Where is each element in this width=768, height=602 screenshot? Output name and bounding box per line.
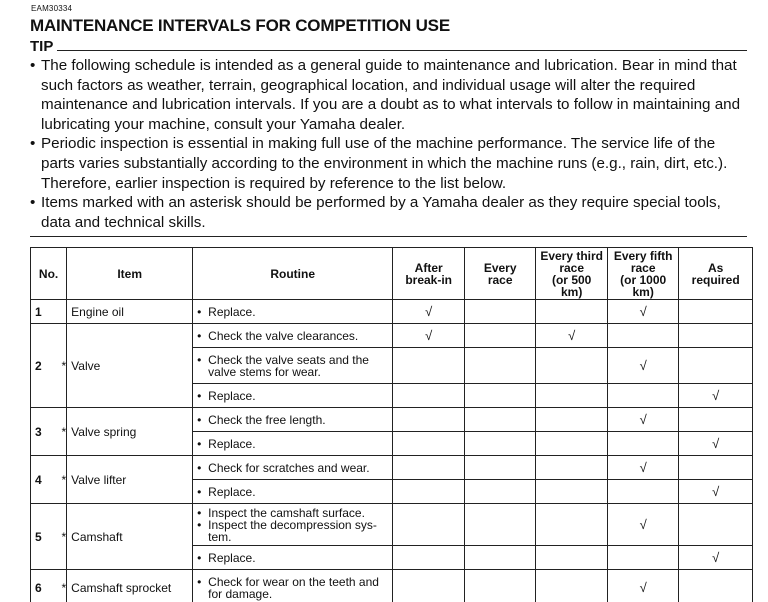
routine-text: • Replace. (197, 306, 388, 318)
col-header-no: No. (31, 248, 67, 300)
tip-bullet: • Items marked with an asterisk should be performed by a Yamaha dealer as they require special tools, data and technical skills. (30, 193, 750, 232)
asterisk-marker: * (62, 408, 67, 456)
routine-text: • Replace. (197, 486, 388, 498)
interval-cell-every-third-race (536, 432, 608, 456)
routine-cell (193, 504, 393, 546)
interval-cell-after-break-in (393, 348, 465, 384)
routine-text: • Replace. (197, 438, 388, 450)
table-row (31, 504, 753, 546)
interval-cell-every-third-race (536, 546, 608, 570)
routine-text: • Check the valve clearances. (197, 330, 388, 342)
interval-cell-as-required (679, 324, 753, 348)
table-row (31, 408, 753, 432)
item-name: Camshaft (67, 504, 193, 570)
interval-cell-after-break-in (393, 456, 465, 480)
routine-cell (193, 432, 393, 456)
check-mark-icon: √ (639, 358, 647, 373)
check-mark-icon: √ (639, 580, 647, 595)
tip-header (30, 38, 747, 58)
interval-cell-every-third-race (536, 480, 608, 504)
interval-cell-every-third-race (536, 324, 608, 348)
row-number: 2 (31, 324, 62, 408)
interval-cell-every-fifth-race (608, 570, 679, 602)
tip-bullet: • Periodic inspection is essential in making full use of the machine performance. The service life of the parts varies substantially according to the environment in which the machine runs (e.g., rain, dirt, etc.). Therefore, earlier inspection is required by reference to the list below. (30, 134, 750, 193)
item-name: Camshaft sprocket (67, 570, 193, 602)
check-mark-icon: √ (639, 412, 647, 427)
page-title: MAINTENANCE INTERVALS FOR COMPETITION USE (30, 16, 450, 35)
check-mark-icon: √ (639, 460, 647, 475)
interval-cell-as-required (679, 570, 753, 602)
check-mark-icon: √ (712, 388, 720, 403)
routine-text: • Check the free length. (197, 414, 388, 426)
col-header-every-fifth-race: Every fifth race (or 1000 km) (608, 248, 679, 300)
item-name: Engine oil (67, 300, 193, 324)
routine-cell (193, 546, 393, 570)
tip-divider (30, 50, 747, 51)
interval-cell-as-required (679, 546, 753, 570)
routine-cell (193, 384, 393, 408)
col-header-as-required: As required (679, 248, 753, 300)
interval-cell-after-break-in (393, 570, 465, 602)
check-mark-icon: √ (712, 550, 720, 565)
interval-cell-every-fifth-race (608, 432, 679, 456)
maintenance-table (30, 247, 753, 602)
interval-cell-every-race (465, 384, 536, 408)
interval-cell-every-fifth-race (608, 384, 679, 408)
interval-cell-after-break-in (393, 300, 465, 324)
interval-cell-every-third-race (536, 456, 608, 480)
interval-cell-every-third-race (536, 504, 608, 546)
routine-cell (193, 408, 393, 432)
check-mark-icon: √ (639, 304, 647, 319)
row-number: 3 (31, 408, 62, 456)
routine-cell (193, 570, 393, 602)
tip-list (30, 56, 750, 232)
interval-cell-every-fifth-race (608, 546, 679, 570)
interval-cell-every-race (465, 504, 536, 546)
interval-cell-as-required (679, 408, 753, 432)
interval-cell-every-third-race (536, 348, 608, 384)
interval-cell-every-fifth-race (608, 480, 679, 504)
row-number: 4 (31, 456, 62, 504)
interval-cell-every-third-race (536, 408, 608, 432)
interval-cell-as-required (679, 480, 753, 504)
interval-cell-as-required (679, 504, 753, 546)
routine-text: tem. (208, 529, 232, 544)
tip-bottom-divider (30, 236, 747, 237)
table-body (31, 300, 753, 602)
interval-cell-after-break-in (393, 324, 465, 348)
routine-text: • Replace. (197, 390, 388, 402)
check-mark-icon: √ (712, 436, 720, 451)
col-header-routine: Routine (193, 248, 393, 300)
interval-cell-every-fifth-race (608, 504, 679, 546)
routine-cell (193, 324, 393, 348)
table-row (31, 300, 753, 324)
routine-cell (193, 348, 393, 384)
routine-text: • Replace. (197, 552, 388, 564)
routine-text: • Check for scratches and wear. (197, 462, 388, 474)
interval-cell-as-required (679, 384, 753, 408)
interval-cell-every-race (465, 300, 536, 324)
interval-cell-as-required (679, 456, 753, 480)
interval-cell-every-race (465, 408, 536, 432)
col-header-after-break-in: After break-in (393, 248, 465, 300)
table-row (31, 456, 753, 480)
interval-cell-every-third-race (536, 570, 608, 602)
interval-cell-after-break-in (393, 546, 465, 570)
check-mark-icon: √ (425, 328, 433, 343)
row-number: 6 (31, 570, 62, 602)
interval-cell-every-fifth-race (608, 348, 679, 384)
interval-cell-every-race (465, 432, 536, 456)
interval-cell-after-break-in (393, 408, 465, 432)
item-name: Valve spring (67, 408, 193, 456)
col-header-every-third-race: Every third race (or 500 km) (536, 248, 608, 300)
interval-cell-every-race (465, 546, 536, 570)
routine-text: • Inspect the camshaft surface. (197, 507, 388, 519)
interval-cell-every-race (465, 570, 536, 602)
routine-text: • Inspect the decompression sys- (197, 519, 388, 531)
interval-cell-as-required (679, 348, 753, 384)
interval-cell-as-required (679, 432, 753, 456)
item-name: Valve (67, 324, 193, 408)
interval-cell-after-break-in (393, 432, 465, 456)
col-header-every-race: Every race (465, 248, 536, 300)
interval-cell-every-race (465, 348, 536, 384)
row-number: 1 (31, 300, 62, 324)
section-code: EAM30334 (31, 4, 73, 13)
col-header-item: Item (67, 248, 193, 300)
interval-cell-after-break-in (393, 504, 465, 546)
check-mark-icon: √ (425, 304, 433, 319)
routine-cell (193, 456, 393, 480)
routine-text: • Check for wear on the teeth and (197, 576, 388, 588)
routine-text: for damage. (208, 586, 273, 601)
interval-cell-as-required (679, 300, 753, 324)
interval-cell-every-fifth-race (608, 324, 679, 348)
interval-cell-every-race (465, 480, 536, 504)
table-header-row (31, 248, 753, 300)
asterisk-marker: * (62, 324, 67, 408)
asterisk-marker: * (62, 570, 67, 602)
interval-cell-every-fifth-race (608, 408, 679, 432)
asterisk-marker: * (62, 504, 67, 570)
routine-text: • Check the valve seats and the (197, 354, 388, 366)
asterisk-marker: * (62, 456, 67, 504)
table-row (31, 570, 753, 602)
interval-cell-after-break-in (393, 384, 465, 408)
routine-cell (193, 300, 393, 324)
interval-cell-every-race (465, 456, 536, 480)
interval-cell-every-race (465, 324, 536, 348)
routine-cell (193, 480, 393, 504)
item-name: Valve lifter (67, 456, 193, 504)
table-row (31, 324, 753, 348)
check-mark-icon: √ (568, 328, 576, 343)
row-number: 5 (31, 504, 62, 570)
tip-bullet: • The following schedule is intended as a general guide to maintenance and lubrication. Bear in mind that such factors as weather, terrain, geographical location, and individual usage will alter the required maintenance and lubrication intervals. If you are a doubt as to what intervals to follow in maintaining and lubricating your machine, consult your Yamaha dealer. (30, 56, 750, 134)
interval-cell-every-third-race (536, 300, 608, 324)
check-mark-icon: √ (712, 484, 720, 499)
interval-cell-after-break-in (393, 480, 465, 504)
interval-cell-every-fifth-race (608, 300, 679, 324)
interval-cell-every-fifth-race (608, 456, 679, 480)
tip-label: TIP (30, 38, 57, 55)
routine-text: valve stems for wear. (208, 364, 321, 379)
interval-cell-every-third-race (536, 384, 608, 408)
check-mark-icon: √ (639, 517, 647, 532)
